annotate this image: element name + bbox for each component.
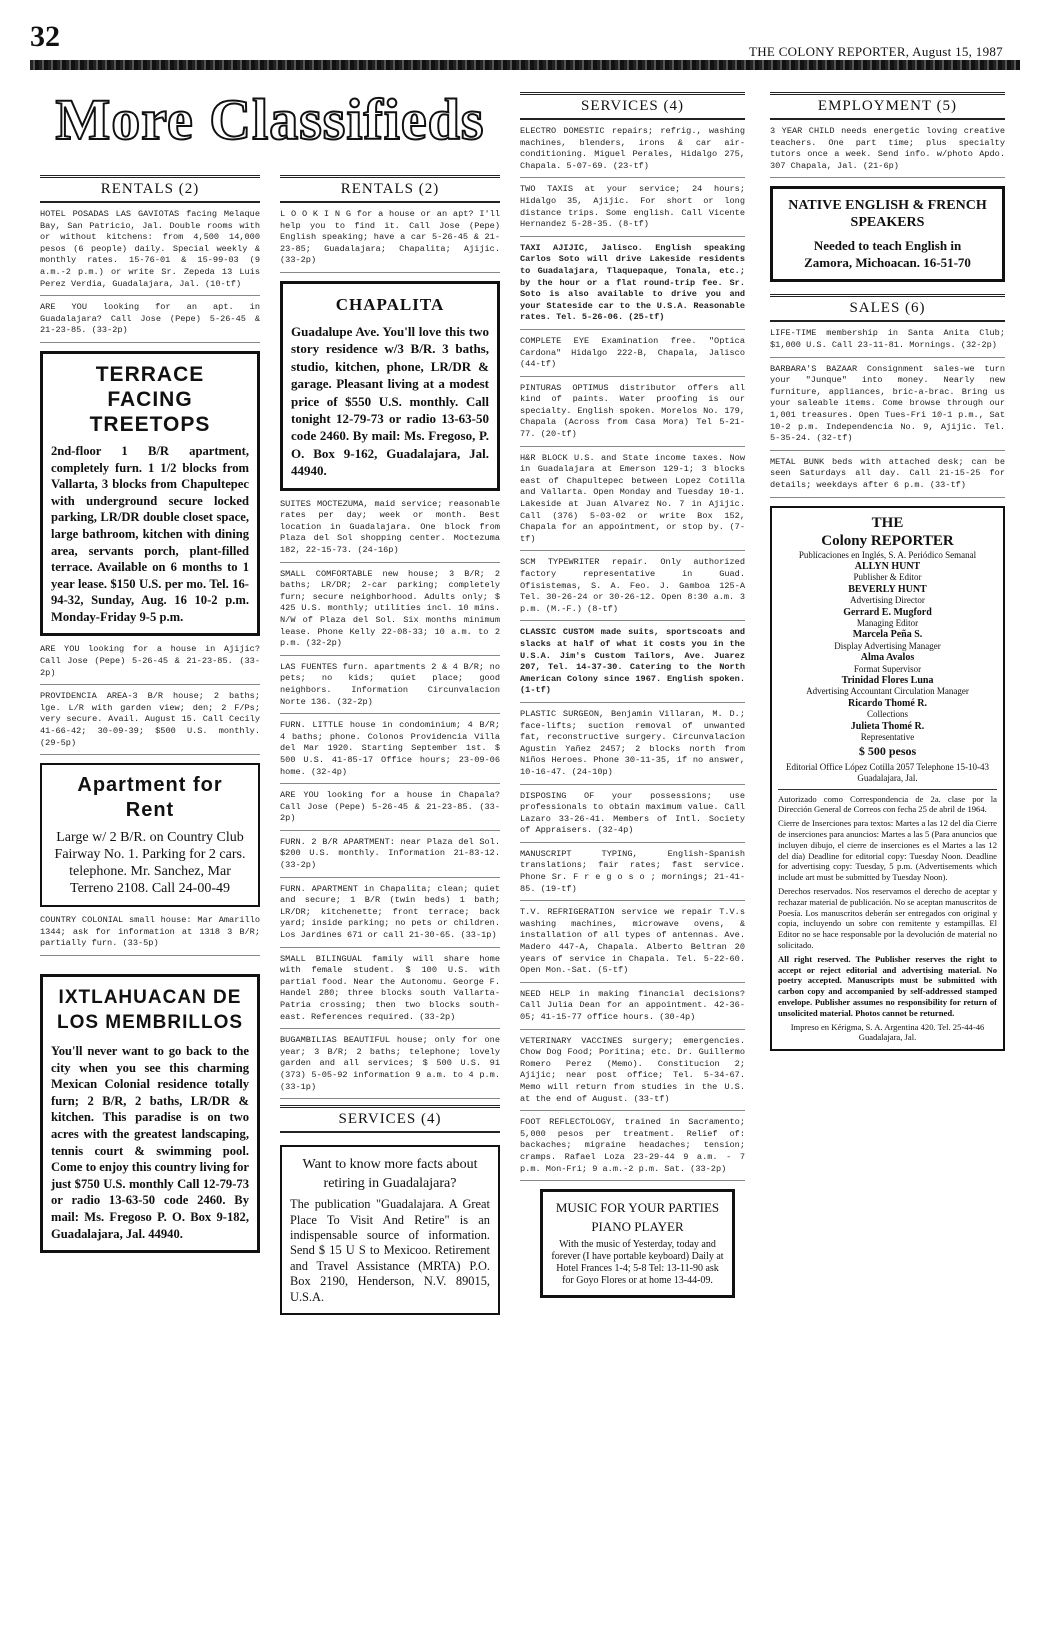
classified-ad: LAS FUENTES furn. apartments 2 & 4 B/R; no pets; no kids; quiet place; good neighbors. Information Circunvalacion Norte 136. (32-2p) bbox=[280, 662, 500, 714]
section-heading-services: SERVICES (4) bbox=[280, 1105, 500, 1133]
display-ad-ixtlahuacan bbox=[40, 974, 260, 1253]
display-ad-title: MUSIC FOR YOUR PARTIES bbox=[555, 1200, 720, 1216]
display-ad-title: IXTLAHUACAN DE LOS MEMBRILLOS bbox=[56, 987, 244, 1033]
classified-ad: DISPOSING OF your possessions; use professionals to obtain maximum value. Call Lazaro 33-26-41. Members of Intl. Society of Appraisers. (32-4p) bbox=[520, 791, 745, 843]
staff-name: BEVERLY HUNT bbox=[848, 583, 927, 595]
classified-ad: VETERINARY VACCINES surgery; emergencies. Chow Dog Food; Poritina; etc. Dr. Guillermo Romero Perez (Memo). Constitucion 2; Ajijic; near post office; Tel. 5-34-67. Memo will return from studies in the U.S. at the end of August. (33-tf) bbox=[520, 1036, 745, 1112]
classified-ad: FURN. LITTLE house in condominium; 4 B/R; 4 baths; phone. Colonos Providencia Villa del Mar 1920. Starting September 1st. $ 500 U.S. 41-85-17 Office hours; 23-09-06 home. (32-4p) bbox=[280, 720, 500, 784]
classified-ad: SUITES MOCTEZUMA, maid service; reasonable rates per day; week or month. Best location in Guadalajara. One block from Plaza del Sol shopping center. Moctezuma 182, 22-15-73. (24-16p) bbox=[280, 499, 500, 563]
classified-ad: NEED HELP in making financial decisions? Call Julia Dean for an appointment. 42-36-05; 41-15-77 office hours. (30-4p) bbox=[520, 989, 745, 1030]
display-ad-chapalita bbox=[280, 281, 500, 491]
staff-name: Ricardo Thomé R. bbox=[848, 697, 927, 709]
divider bbox=[778, 789, 997, 790]
display-ad-body: You'll never want to go back to the city when you see this charming Mexican Colonial residence totally furn; 2 B/R, 2 baths, LR/DR & kitchen. This paradise is on two acres with the greatest landscaping, tennis court & swimming pool. Come to enjoy this country living for just $750 U.S. monthly Call 12-79-73 or radio 13-63-50 code 2460. By mail: Ms. Fregoso P. O. Box 9-182, Guadalajara, Jal. 44940. bbox=[51, 1044, 249, 1241]
classified-ad: SCM TYPEWRITER repair. Only authorized factory representative in Guad. Ofisistemas, S. A. Feo. J. Gamboa 125-A Tel. 30-26-24 or 30-26-12. Open 8:30 a.m. 3 p.m. (M.-F.) (8-tf) bbox=[520, 557, 745, 621]
display-ad-body: The publication "Guadalajara. A Great Place To Visit And Retire" is an indispensable source of information. Send $ 15 U S to Mexicoo. Retirement and Travel Assistance (MRTA) P.O. Box 2190, Henderson, N.V. 89015, U.S.A. bbox=[290, 1197, 490, 1304]
section-heading-employment: EMPLOYMENT (5) bbox=[770, 92, 1005, 120]
display-ad-title: CHAPALITA bbox=[335, 294, 445, 314]
classified-ad: METAL BUNK beds with attached desk; can be seen Saturdays all day. Call 21-15-25 for details; weekdays after 6 p.m. (33-tf) bbox=[770, 457, 1005, 498]
display-ad-body: Guadalupe Ave. You'll love this two story residence w/3 B/R. 3 baths, studio, kitchen, phone, LR/DR & garage. Pleasant living at a modest price of $550 U.S. monthly. Call tonight 12-79-73 or radio 13-63-50 code 2460. By mail: Ms. Fregoso, P. O. Box 9-162, Guadalajara, Jal. 44940. bbox=[291, 323, 489, 479]
staff-role: Display Advertising Manager bbox=[834, 640, 941, 651]
classified-ad: HOTEL POSADAS LAS GAVIOTAS facing Melaque Bay, San Patricio, Jal. Double rooms with or without kitchens: from 4,500 14,000 pesos (6 people) daily. Special weekly & monthly rates. 15-76-01 & 15-99-03 (9 a.m.-2 p.m.) or write Sr. Zepeda 13 Luis Perez Verdia, Guadalajara, Jal. (10-tf) bbox=[40, 209, 260, 296]
staff-role: Collections bbox=[867, 709, 908, 720]
legal-text: Derechos reservados. Nos reservamos el derecho de aceptar y rechazar material de publicación. No se aceptan manuscritos de Poesía. Los manuscritos deberán ser entregados con original y copia, incluyendo un sobre con remitente y estampillas. El Editor no se hace responsable por la devolución de material no solicitado. bbox=[778, 886, 997, 950]
staff-role: Managing Editor bbox=[856, 617, 919, 628]
display-ad-body: 2nd-floor 1 B/R apartment, completely furn. 1 1/2 blocks from Vallarta, 3 blocks from Chapultepec with underground secure locked parking, LR/DR double closet space, large bathroom, kitchen with dining area, servants porch, plant-filled terrace. Available on 6 months to 1 year lease. $150 U.S. per mo. Tel. 16-94-32, Sunday, Aug. 16 10-2 p.m. Monday-Friday 9-5 p.m. bbox=[51, 443, 249, 624]
staff-name: Julieta Thomé R. bbox=[850, 720, 925, 732]
classified-ad: LIFE-TIME membership in Santa Anita Club; $1,000 U.S. Call 23-11-81. Mornings. (32-2p) bbox=[770, 328, 1005, 357]
column-2 bbox=[280, 175, 500, 1323]
display-ad-terrace bbox=[40, 351, 260, 637]
section-heading-rentals: RENTALS (2) bbox=[280, 175, 500, 203]
display-ad-body: Large w/ 2 B/R. on Country Club Fairway No. 1. Parking for 2 cars. telephone. Mr. Sanchez, Mar Terreno 2108. Call 24-00-49 bbox=[54, 830, 246, 897]
legal-text: Cierre de Inserciones para textos: Martes a las 12 del día Cierre de inserciones para anuncios: Martes a las 5 (Para anuncios que incluyen dibujo, el cierre de inserciones es el Martes a las 12 del día) Deadline for editorial copy: Tuesday Noon. Deadline for advertising copy: Tuesday, 5 p.m. (Advertisements which include art must be submitted by Tuesday Noon). bbox=[778, 818, 997, 883]
staff-role: Advertising Accountant Circulation Manager bbox=[806, 686, 969, 697]
classified-ad: FURN. 2 B/R APARTMENT: near Plaza del Sol. $200 U.S. monthly. Information 21-83-12. (33-2p) bbox=[280, 837, 500, 878]
staff-office: Editorial Office López Cotilla 2057 Telephone 15-10-43 Guadalajara, Jal. bbox=[786, 761, 989, 784]
classified-ad: ARE YOU looking for a house in Chapala? Call Jose (Pepe) 5-26-45 & 21-23-85. (33-2p) bbox=[280, 790, 500, 831]
staff-price: $ 500 pesos bbox=[858, 744, 917, 759]
classified-ad: ARE YOU looking for an apt. in Guadalajara? Call Jose (Pepe) 5-26-45 & 21-23-85. (33-2p) bbox=[40, 302, 260, 343]
classified-ad: FOOT REFLECTOLOGY, trained in Sacramento; 5,000 pesos per treatment. Relief of: backaches; migraine headaches; tension; cramps. Rafael Loza 23-29-44 9 a.m. - 7 p.m. Mon-Fri; 9 a.m.-2 p.m. Sat. (33-2p) bbox=[520, 1117, 745, 1181]
staff-role: Format Supervisor bbox=[853, 663, 922, 674]
classified-ad: PLASTIC SURGEON, Benjamin Villaran, M. D.; face-lifts; suction removal of unwanted fat, reconstructive surgery. Circunvalacion Agustin Yañez 2457; 2 blocks north from Niños Heroes. Phone 30-11-35, if no answer, 10-16-47. (24-10p) bbox=[520, 709, 745, 785]
classified-ad: 3 YEAR CHILD needs energetic loving creative teachers. One part time; plus specialty tutors once a week. Send info. w/photo Apdo. 307 Chapala, Jal. (21-6p) bbox=[770, 126, 1005, 178]
staff-name: Marcela Peña S. bbox=[852, 629, 923, 641]
section-heading-rentals: RENTALS (2) bbox=[40, 175, 260, 203]
classified-ad: PINTURAS OPTIMUS distributor offers all kind of paints. Water proofing is our specialty. English spoken. Morelos No. 179, Chapala (Across from Casa Mora) Tel 5-21-77. (20-tf) bbox=[520, 383, 745, 447]
column-4 bbox=[770, 92, 1005, 1059]
staff-box-title: Colony REPORTER bbox=[821, 532, 954, 549]
staff-role: Publisher & Editor bbox=[853, 572, 922, 583]
display-ad-native-speakers bbox=[770, 186, 1005, 282]
display-ad-apartment bbox=[40, 763, 260, 907]
display-ad-title: Apartment for Rent bbox=[77, 774, 223, 822]
staff-box-subtitle: Publicaciones en Inglés, S. A. Periódico Semanal bbox=[798, 549, 977, 560]
display-ad-body: With the music of Yesterday, today and forever (I have portable keyboard) Daily at Hotel Frances 1-4; 5-8 Tel: 13-11-90 ask for Goyo Flores or at home 13-44-09. bbox=[551, 1238, 724, 1286]
classified-ad: L O O K I N G for a house or an apt? I'll help you to find it. Call Jose (Pepe) English speaking; have a car 5-26-45 & 21-23-85; Guadalajara; Chapalita; Ajijic. (33-2p) bbox=[280, 209, 500, 273]
classified-ad: SMALL COMFORTABLE new house; 3 B/R; 2 baths; LR/DR; 2-car parking; completely furn; secure neighborhood. Adults only; $ 425 U.S. monthly; utilities incl. 10 mins. N/W of Plaza del Sol. Six months minimum lease. Phone Kelly 22-08-33; 10 a.m. to 2 p.m. (32-2p) bbox=[280, 569, 500, 656]
legal-text: Impreso en Kérigma, S. A. Argentina 420. Tel. 25-44-46 Guadalajara, Jal. bbox=[790, 1021, 985, 1043]
classified-ad: TAXI AJIJIC, Jalisco. English speaking Carlos Soto will drive Lakeside residents to Guadalajara, Tlaquepaque, Tonala, etc.; by the hour or a flat round-trip fee. Sr. Soto is also available to drive you and your Stateside car to the U.S.A. Reasonable rates. Tel. 5-26-06. (25-tf) bbox=[520, 243, 745, 330]
display-ad-title: TERRACE FACING TREETOPS bbox=[89, 362, 211, 436]
masthead-title: More Classifieds bbox=[55, 87, 485, 152]
running-head: THE COLONY REPORTER, August 15, 1987 bbox=[748, 44, 1003, 59]
staff-name: Trinidad Flores Luna bbox=[841, 674, 934, 686]
column-1 bbox=[40, 175, 260, 1261]
staff-box bbox=[770, 506, 1005, 1052]
display-ad-music bbox=[540, 1189, 735, 1298]
classified-ad: TWO TAXIS at your service; 24 hours; Hidalgo 35, Ajijic. For short or long distance trips. Some english. Call Vicente Hernandez 5-28-35. (8-tf) bbox=[520, 184, 745, 236]
staff-role: Representative bbox=[860, 732, 915, 742]
classified-ad: BARBARA'S BAZAAR Consignment sales-we turn your "Junque" into money. Nearly new furniture, appliances, bric-a-brac. Bring us your saleable items. Come browse through our 1,001 treasures. Open Tues-Fri 10-1 p.m., Sat 10-2 p.m. Independencia No. 9, Ajijic. Tel. 5-35-24. (32-tf) bbox=[770, 364, 1005, 451]
classified-ad: COUNTRY COLONIAL small house: Mar Amarillo 1344; ask for information at 1318 3 B/R; partially furn. (33-5p) bbox=[40, 915, 260, 956]
section-heading-services: SERVICES (4) bbox=[520, 92, 745, 120]
classified-ad: MANUSCRIPT TYPING, English-Spanish translations; fair rates; fast service. Phone Sr. F r e g o s o ; mornings; 21-41-85. (19-tf) bbox=[520, 849, 745, 901]
staff-role: Advertising Director bbox=[850, 595, 925, 606]
page-number: 32 bbox=[30, 20, 60, 53]
legal-text: Autorizado como Correspondencia de 2a. clase por la Dirección General de Correos con fecha 25 de abril de 1964. bbox=[778, 793, 997, 815]
display-ad-retiring bbox=[280, 1145, 500, 1315]
classified-ad: COMPLETE EYE Examination free. "Optica Cardona" Hidalgo 222-B, Chapala, Jalisco (44-tf) bbox=[520, 336, 745, 377]
section-heading-sales: SALES (6) bbox=[770, 294, 1005, 322]
classified-ad: T.V. REFRIGERATION service we repair T.V.s washing machines, microwave ovens, & installation of all types of antennas. Ave. Madero 447-A, Chapala. Alberto Beltran 20 years of service in Chapala. Tel. 5-22-60. Open Mon.-Sat. (5-tf) bbox=[520, 907, 745, 983]
header-rule bbox=[30, 60, 1020, 70]
classified-ad: ELECTRO DOMESTIC repairs; refrig., washing machines, blenders, irons & car air-conditioning. Miguel Perales, Hidalgo 275, Chapala. 5-07-69. (23-tf) bbox=[520, 126, 745, 178]
classified-ad: CLASSIC CUSTOM made suits, sportscoats and slacks at half of what it costs you in the U.S.A. Jim's Custom Tailors, Ave. Juarez 207, Tel. 14-37-30. Catering to the North American Colony since 1967. English spoken. (1-tf) bbox=[520, 627, 745, 703]
classified-ad: H&R BLOCK U.S. and State income taxes. Now in Guadalajara at Emerson 129-1; 3 blocks east of Chapultepec between Lopez Cotilla and Vallarta. Open Monday and Tuesday 10-1. Lakeside at Juan Alvarez No. 7 in Ajijic. Call (376) 5-03-02 or write Box 152, Chapala for an appointment, or stop by. (7-tf) bbox=[520, 453, 745, 552]
classified-ad: PROVIDENCIA AREA-3 B/R house; 2 baths; lge. L/R with garden view; den; 2 F/Ps; very secure. Avail. August 15. Call Cecily 41-66-42; 30-09-39; $500 U.S. monthly. (29-5p) bbox=[40, 691, 260, 755]
staff-name: ALLYN HUNT bbox=[854, 560, 921, 572]
classified-ad: SMALL BILINGUAL family will share home with female student. $ 100 U.S. with partial food. Near the Autonomu. George F. Handel 280; three blocks south Vallarta-Patria crossing; then two blocks south-east. References required. (33-2p) bbox=[280, 954, 500, 1030]
display-ad-body: Needed to teach English in Zamora, Michoacan. 16-51-70 bbox=[804, 238, 971, 271]
classified-ad: FURN. APARTMENT in Chapalita; clean; quiet and secure; 1 B/R (twin beds) 1 bath; LR/DR; kitchenette; front terrace; back yard; inside parking; no pets or children. Los Jardines 671 or call 21-30-65. (33-1p) bbox=[280, 884, 500, 948]
staff-name: Alma Avalos bbox=[860, 652, 915, 664]
display-ad-title: Want to know more facts about retiring in Guadalajara? bbox=[302, 1157, 478, 1192]
staff-box-the: THE bbox=[871, 514, 904, 531]
classified-ad: BUGAMBILIAS BEAUTIFUL house; only for one year; 3 B/R; 2 baths; telephone; lovely garden and all services; $ 500 U.S. 91 (373) 5-05-92 information 9 a.m. to 4 p.m. (33-1p) bbox=[280, 1035, 500, 1099]
legal-text: All right reserved. The Publisher reserves the right to accept or reject editorial and advertising material. No poetry accepted. Manuscripts must be submitted with carbon copy and accompanied by self-addressed stamped envelope. Publisher assumes no responsibility for return of unsolicited material. Photos cannot be returned. bbox=[778, 953, 997, 1018]
staff-name: Gerrard E. Mugford bbox=[843, 606, 932, 618]
display-ad-subtitle: PIANO PLAYER bbox=[591, 1219, 684, 1235]
classified-ad: ARE YOU looking for a house in Ajijic? Call Jose (Pepe) 5-26-45 & 21-23-85. (33-2p) bbox=[40, 644, 260, 685]
display-ad-title: NATIVE ENGLISH & FRENCH SPEAKERS bbox=[788, 198, 987, 231]
column-3 bbox=[520, 92, 745, 1306]
